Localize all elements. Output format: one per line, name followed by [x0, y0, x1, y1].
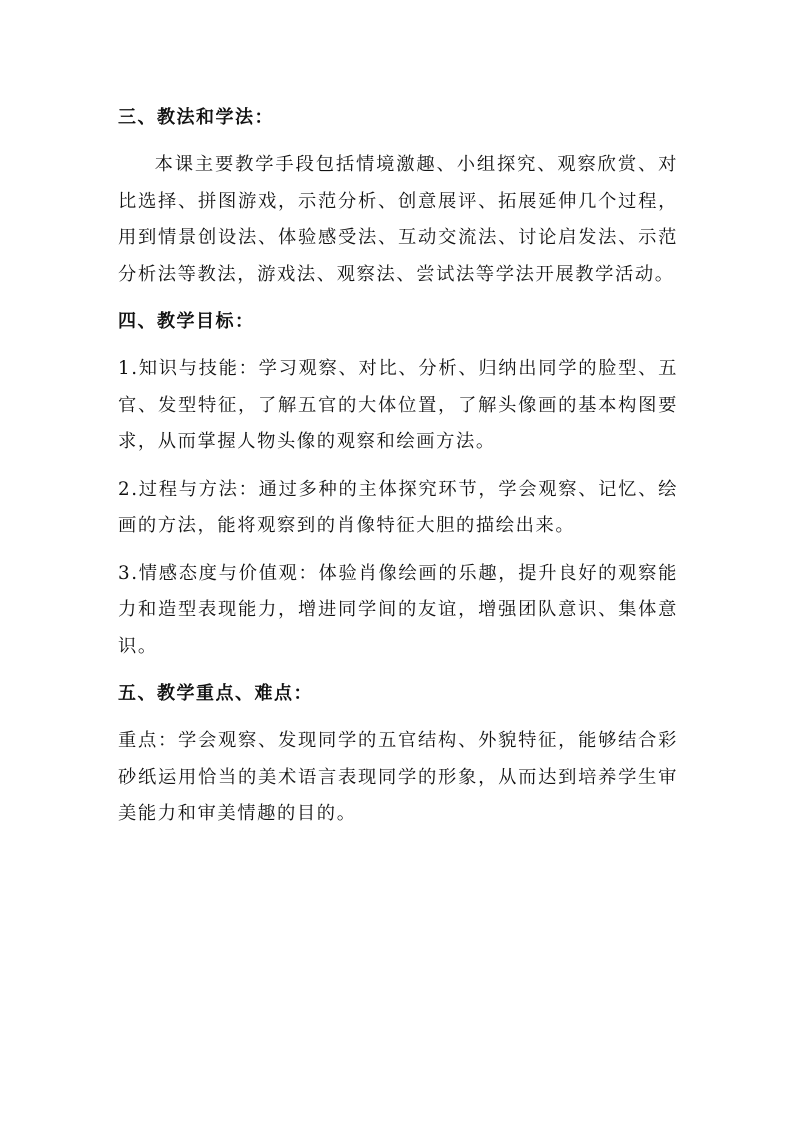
section-heading-goals: 四、教学目标：: [118, 311, 255, 332]
keypoints-paragraph: 重点：学会观察、发现同学的五官结构、外貌特征，能够结合彩砂纸运用恰当的美术语言表现同学的形象，从而达到培养学生审美能力和审美情趣的目的。: [118, 730, 678, 824]
section-heading-keypoints: 五、教学重点、难点：: [118, 683, 313, 704]
methods-paragraph: 本课主要教学手段包括情境激趣、小组探究、观察欣赏、对比选择、拼图游戏，示范分析、创意展评、拓展延伸几个过程，用到情景创设法、体验感受法、互动交流法、讨论启发法、示范分析法等教法，游戏法、观察法、尝试法等学法开展教学活动。: [118, 154, 678, 285]
section-heading-methods: 三、教法和学法：: [118, 107, 274, 128]
goal-item-knowledge: 1.知识与技能：学习观察、对比、分析、归纳出同学的脸型、五官、发型特征，了解五官的大体位置，了解头像画的基本构图要求，从而掌握人物头像的观察和绘画方法。: [118, 358, 678, 452]
goal-item-process: 2.过程与方法：通过多种的主体探究环节，学会观察、记忆、绘画的方法，能将观察到的肖像特征大胆的描绘出来。: [118, 478, 678, 536]
document-page: [118, 100, 678, 844]
goal-item-emotion: 3.情感态度与价值观：体验肖像绘画的乐趣，提升良好的观察能力和造型表现能力，增进同学间的友谊，增强团队意识、集体意识。: [118, 562, 678, 657]
